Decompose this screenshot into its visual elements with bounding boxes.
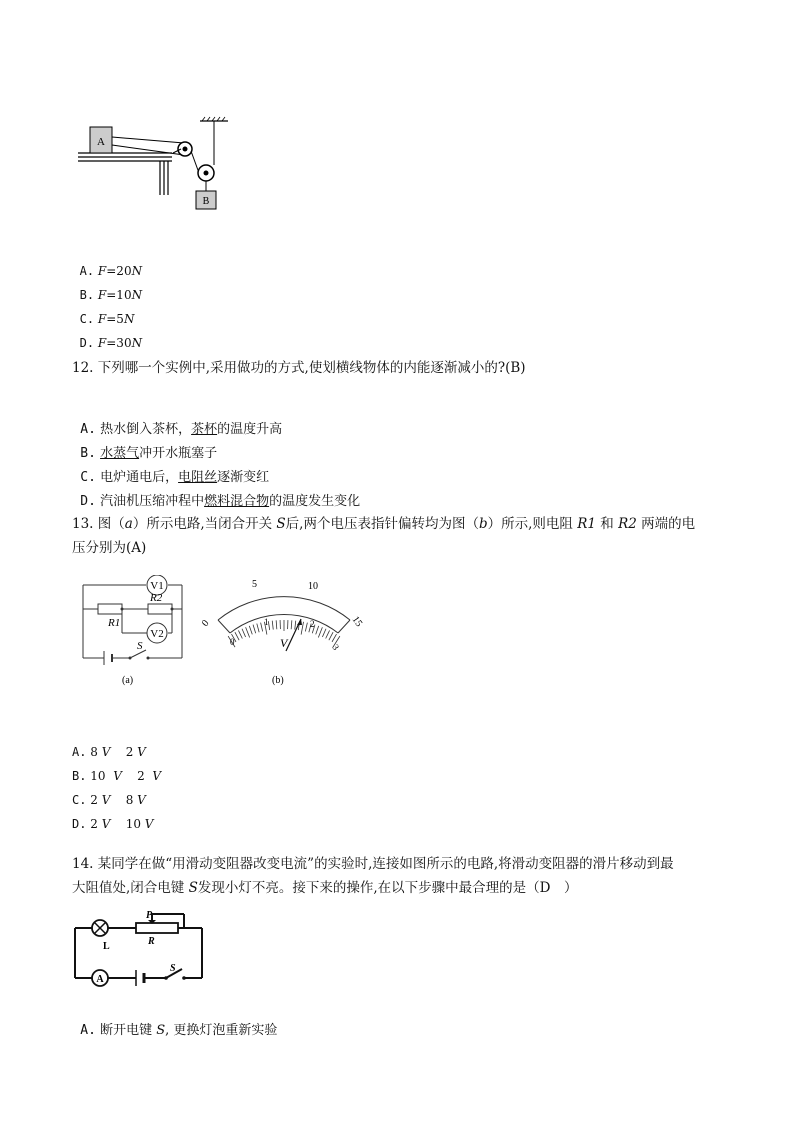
option-label: B. bbox=[79, 288, 95, 302]
force-var: F bbox=[97, 336, 107, 350]
option-text-post: 的温度发生变化 bbox=[269, 494, 361, 509]
option-label: A. bbox=[80, 422, 96, 437]
outer-tick-0: 0 bbox=[200, 618, 212, 629]
outer-tick-5: 5 bbox=[252, 579, 257, 590]
force-unit: N bbox=[131, 264, 143, 278]
stem-text: 和 bbox=[595, 516, 619, 532]
ammeter-label: A bbox=[96, 974, 104, 985]
option-text-underlined: 水蒸气 bbox=[100, 446, 140, 461]
q13-option-a[interactable] bbox=[72, 745, 146, 759]
option-label: C. bbox=[80, 470, 96, 485]
option-label: B. bbox=[80, 446, 96, 461]
value-1: 10 bbox=[90, 769, 106, 783]
option-text-pre: 电炉通电后， bbox=[100, 470, 179, 485]
switch-label: S bbox=[137, 640, 143, 652]
force-value: =20 bbox=[106, 264, 132, 278]
value-1: 2 bbox=[90, 817, 98, 831]
scale-tick bbox=[238, 630, 242, 638]
fig-b-ref: b bbox=[478, 516, 488, 532]
scale-tick bbox=[329, 632, 333, 640]
meter-letter: V bbox=[280, 636, 288, 650]
option-text-post: 冲开水瓶塞子 bbox=[139, 446, 218, 461]
r1-label: R1 bbox=[108, 617, 121, 629]
switch-var: S bbox=[276, 516, 286, 532]
q12-option-d[interactable] bbox=[72, 475, 360, 509]
option-text-pre: 热水倒入茶杯， bbox=[100, 422, 192, 437]
scale-tick bbox=[257, 624, 259, 633]
unit-2: V bbox=[144, 817, 154, 831]
unit-2: V bbox=[137, 745, 146, 759]
stem-text: 发现小灯不亮。接下来的操作,在以下步骤中最合理的是（D ） bbox=[197, 880, 578, 896]
unit-1: V bbox=[101, 745, 111, 759]
scale-tick bbox=[318, 627, 322, 637]
value-2: 10 bbox=[125, 817, 141, 831]
r2-var: R2 bbox=[618, 516, 637, 532]
unit-2: V bbox=[152, 769, 162, 783]
unit-1: V bbox=[113, 769, 122, 783]
value-2: 8 bbox=[125, 793, 134, 807]
scale-tick bbox=[322, 629, 326, 637]
option-text-post: 的温度升高 bbox=[217, 422, 283, 437]
stem-text: ）所示电路,当闭合开关 bbox=[132, 516, 277, 532]
q11-option-d[interactable] bbox=[72, 322, 142, 350]
force-value: =5 bbox=[106, 312, 124, 326]
value-1: 8 bbox=[90, 745, 98, 759]
pulley-figure bbox=[76, 115, 236, 215]
force-var: F bbox=[97, 264, 107, 278]
fig-a-ref: a bbox=[124, 516, 133, 532]
stem-text: 两端的电 bbox=[636, 516, 696, 532]
switch-label: S bbox=[170, 963, 176, 974]
scale-tick bbox=[305, 623, 307, 632]
force-unit: N bbox=[131, 336, 143, 350]
value-2: 2 bbox=[125, 745, 134, 759]
unit-1: V bbox=[101, 793, 111, 807]
q13-stem-line2: 压分别为(A) bbox=[72, 540, 147, 556]
option-label: D. bbox=[79, 336, 95, 350]
slider-label: P bbox=[146, 910, 153, 921]
option-label: D. bbox=[72, 817, 87, 831]
block-b-label: B bbox=[202, 196, 210, 207]
scale-tick bbox=[235, 632, 239, 640]
r2-label: R2 bbox=[150, 592, 163, 604]
scale-tick bbox=[326, 630, 330, 638]
r1-var: R1 bbox=[577, 516, 596, 532]
q12-stem: 12. 下列哪一个实例中,采用做功的方式,使划横线物体的内能逐渐减小的?(B) bbox=[72, 360, 526, 376]
unit-2: V bbox=[137, 793, 146, 807]
stem-text: 后,两个电压表指针偏转均为图（ bbox=[285, 516, 479, 532]
scale-tick bbox=[261, 623, 263, 632]
q14-stem-line1: 14. 某同学在做“用滑动变阻器改变电流”的实验时,连接如图所示的电路,将滑动变阻器的滑片移动到最 bbox=[72, 856, 674, 872]
q14-option-a[interactable] bbox=[72, 1004, 277, 1038]
block-a-label: A bbox=[97, 136, 105, 148]
option-label: D. bbox=[80, 494, 96, 509]
voltmeter-figure-b bbox=[200, 575, 370, 687]
force-value: =10 bbox=[106, 288, 132, 302]
inner-tick-3: 3 bbox=[330, 642, 342, 652]
option-text-underlined: 燃料混合物 bbox=[204, 494, 270, 509]
option-label: C. bbox=[79, 312, 95, 326]
value-1: 2 bbox=[90, 793, 98, 807]
scale-tick bbox=[291, 620, 292, 629]
inner-tick-2: 2 bbox=[310, 619, 315, 629]
scale-tick bbox=[332, 634, 337, 642]
value-2: 2 bbox=[137, 769, 145, 783]
q13-option-c[interactable] bbox=[72, 793, 146, 807]
force-value: =30 bbox=[106, 336, 132, 350]
inner-tick-1: 1 bbox=[264, 617, 269, 627]
scale-tick bbox=[316, 626, 319, 634]
option-label: C. bbox=[72, 793, 87, 807]
caption-b: (b) bbox=[272, 675, 284, 686]
scale-tick bbox=[276, 620, 277, 629]
q13-option-b[interactable] bbox=[72, 769, 161, 783]
stem-text: 大阻值处,闭合电键 bbox=[72, 880, 189, 896]
outer-tick-15: 15 bbox=[349, 614, 365, 629]
scale-tick bbox=[242, 629, 246, 637]
unit-1: V bbox=[101, 817, 111, 831]
option-label: A. bbox=[79, 264, 95, 278]
scale-tick bbox=[249, 626, 252, 634]
scale-tick bbox=[295, 621, 296, 630]
option-label: A. bbox=[80, 1023, 96, 1038]
stem-text: ）所示,则电阻 bbox=[487, 516, 578, 532]
q14-stem-line2 bbox=[72, 876, 577, 896]
option-text-post: 逐渐变红 bbox=[217, 470, 270, 485]
rheostat-circuit-figure bbox=[72, 906, 208, 988]
scale-tick bbox=[268, 621, 269, 630]
force-unit: N bbox=[123, 312, 135, 326]
option-text-pre: 断开电键 bbox=[100, 1023, 157, 1038]
scale-tick bbox=[272, 621, 273, 630]
option-text-post: , 更换灯泡重新实验 bbox=[165, 1023, 278, 1038]
circuit-figure-a bbox=[80, 575, 190, 687]
option-label: A. bbox=[72, 745, 87, 759]
option-text-underlined: 电阻丝 bbox=[178, 470, 218, 485]
force-var: F bbox=[97, 312, 107, 326]
stem-text: 13. 图（ bbox=[72, 516, 125, 532]
outer-tick-10: 10 bbox=[308, 581, 318, 592]
scale-tick bbox=[246, 627, 250, 637]
v1-label: V1 bbox=[150, 580, 164, 592]
force-unit: N bbox=[131, 288, 143, 302]
rheostat-label: R bbox=[148, 936, 155, 947]
q13-option-d[interactable] bbox=[72, 817, 153, 831]
caption-a: (a) bbox=[122, 675, 134, 686]
option-label: B. bbox=[72, 769, 87, 783]
option-text-pre: 汽油机压缩冲程中 bbox=[100, 494, 205, 509]
v2-label: V2 bbox=[150, 628, 164, 640]
scale-tick bbox=[253, 625, 256, 634]
switch-var: S bbox=[156, 1023, 166, 1038]
force-var: F bbox=[97, 288, 107, 302]
option-text-underlined: 茶杯 bbox=[191, 422, 218, 437]
lamp-label: L bbox=[103, 941, 110, 952]
q13-stem-line1 bbox=[72, 512, 695, 532]
switch-var: S bbox=[188, 880, 198, 896]
inner-tick-0: 0 bbox=[230, 637, 235, 647]
